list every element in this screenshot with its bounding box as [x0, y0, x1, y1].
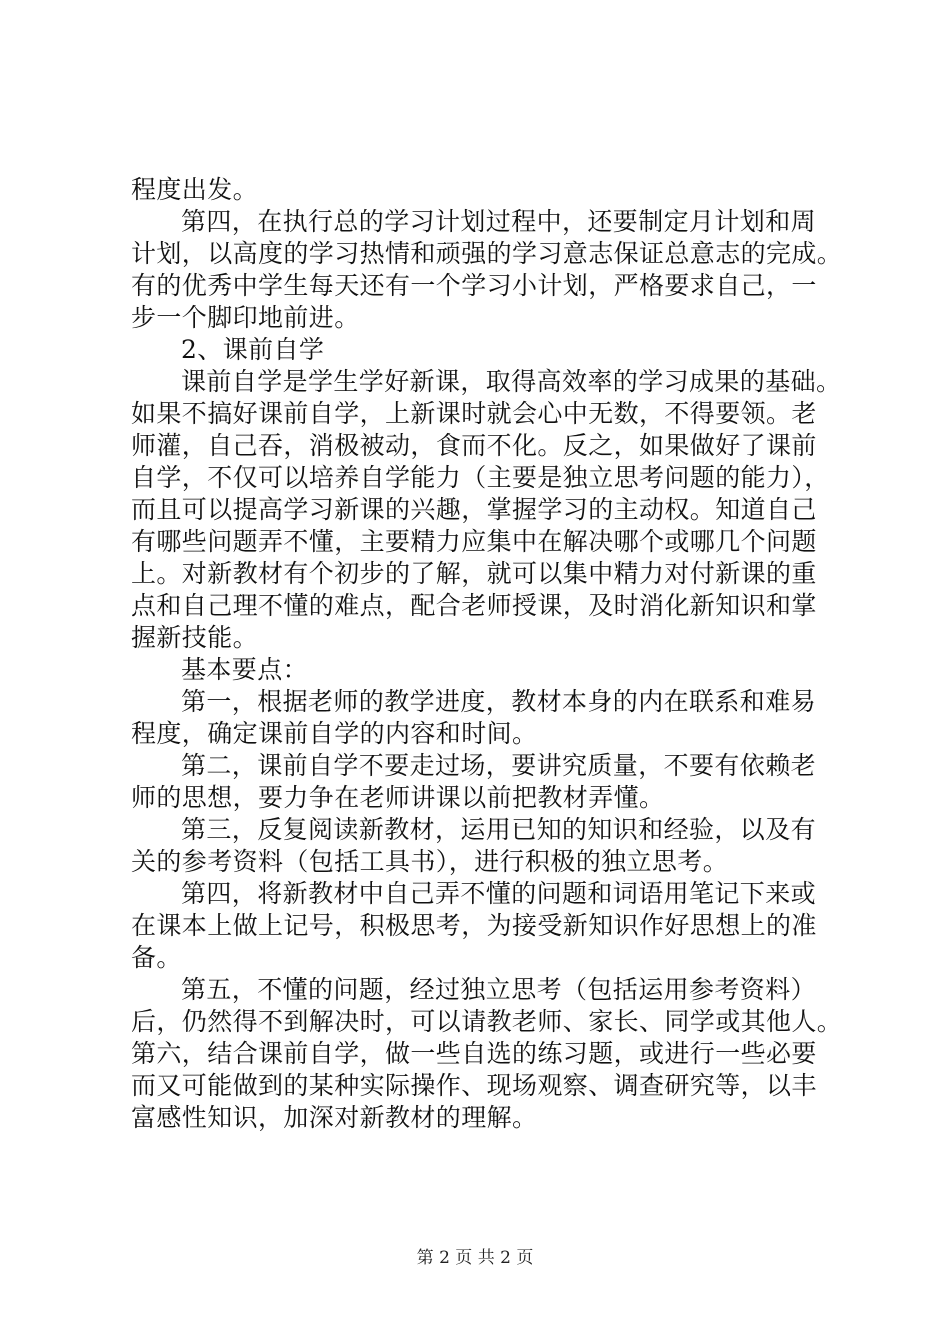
text-line: 有哪些问题弄不懂，主要精力应集中在解决哪个或哪几个问题	[131, 527, 817, 556]
text-line: 程度，确定课前自学的内容和时间。	[131, 719, 538, 748]
text-line: 在课本上做上记号，积极思考，为接受新知识作好思想上的准	[131, 911, 817, 940]
text-line: 富感性知识，加深对新教材的理解。	[131, 1103, 538, 1132]
text-line: 计划，以高度的学习热情和顽强的学习意志保证总意志的完成。	[131, 239, 843, 268]
text-line: 有的优秀中学生每天还有一个学习小计划，严格要求自己，一	[131, 271, 817, 300]
text-line: 而又可能做到的某种实际操作、现场观察、调查研究等，以丰	[131, 1071, 817, 1100]
paragraph-start: 第三，反复阅读新教材，运用已知的知识和经验，以及有	[181, 815, 817, 844]
subheading: 基本要点：	[181, 655, 309, 684]
section-heading: 2、课前自学	[181, 335, 325, 364]
text-line: 第六，结合课前自学，做一些自选的练习题，或进行一些必要	[131, 1039, 817, 1068]
text-line: 师的思想，要力争在老师讲课以前把教材弄懂。	[131, 783, 665, 812]
text-line: 后，仍然得不到解决时，可以请教老师、家长、同学或其他人。	[131, 1007, 843, 1036]
text-line: 点和自己理不懂的难点，配合老师授课，及时消化新知识和掌	[131, 591, 817, 620]
text-line: 步一个脚印地前进。	[131, 303, 360, 332]
paragraph-start: 第一，根据老师的教学进度，教材本身的内在联系和难易	[181, 687, 817, 716]
text-line: 师灌，自己吞，消极被动，食而不化。反之，如果做好了课前	[131, 431, 817, 460]
text-line: 握新技能。	[131, 623, 259, 652]
page-number-footer: 第 2 页 共 2 页	[416, 1248, 534, 1268]
text-line: 如果不搞好课前自学，上新课时就会心中无数，不得要领。老	[131, 399, 817, 428]
text-line: 备。	[131, 943, 182, 972]
paragraph-start: 第四，将新教材中自己弄不懂的问题和词语用笔记下来或	[181, 879, 817, 908]
text-line: 关的参考资料（包括工具书），进行积极的独立思考。	[131, 847, 729, 876]
paragraph-start: 第四，在执行总的学习计划过程中，还要制定月计划和周	[181, 207, 817, 236]
text-line: 而且可以提高学习新课的兴趣，掌握学习的主动权。知道自己	[131, 495, 817, 524]
paragraph-start: 课前自学是学生学好新课，取得高效率的学习成果的基础。	[181, 367, 842, 396]
text-line: 自学，不仅可以培养自学能力（主要是独立思考问题的能力），	[131, 463, 830, 492]
paragraph-start: 第五，不懂的问题，经过独立思考（包括运用参考资料）	[181, 975, 817, 1004]
text-line: 上。对新教材有个初步的了解，就可以集中精力对付新课的重	[131, 559, 817, 588]
paragraph-start: 第二，课前自学不要走过场，要讲究质量，不要有依赖老	[181, 751, 817, 780]
text-line: 程度出发。	[131, 175, 259, 204]
